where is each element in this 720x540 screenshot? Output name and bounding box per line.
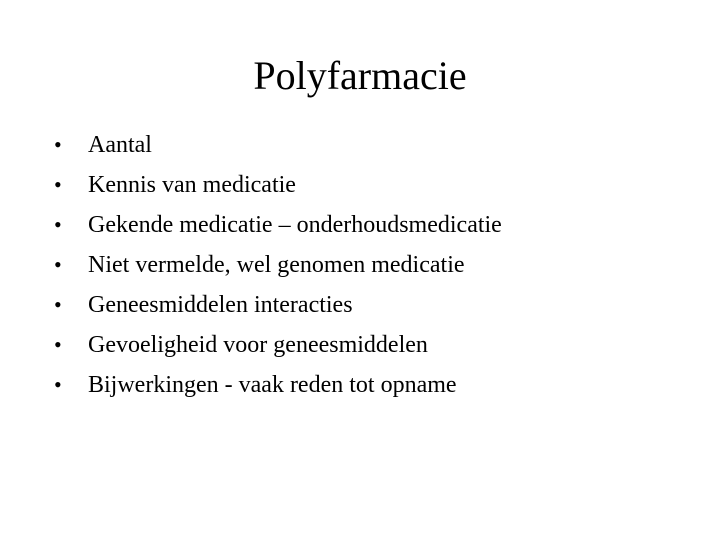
slide-title: Polyfarmacie [253, 53, 467, 98]
bullet-text: Gevoeligheid voor geneesmiddelen [88, 332, 428, 358]
bullet-text: Geneesmiddelen interacties [88, 292, 353, 318]
bullet-text: Niet vermelde, wel genomen medicatie [88, 252, 465, 278]
bullet-icon: • [54, 372, 62, 397]
bullet-icon: • [54, 332, 62, 357]
bullet-icon: • [54, 252, 62, 277]
bullet-text: Gekende medicatie – onderhoudsmedicatie [88, 212, 502, 238]
bullet-icon: • [54, 172, 62, 197]
bullet-text: Bijwerkingen - vaak reden tot opname [88, 372, 457, 398]
bullet-text: Aantal [88, 132, 152, 158]
bullet-icon: • [54, 292, 62, 317]
bullet-icon: • [54, 132, 62, 157]
bullet-icon: • [54, 212, 62, 237]
bullet-text: Kennis van medicatie [88, 172, 296, 198]
